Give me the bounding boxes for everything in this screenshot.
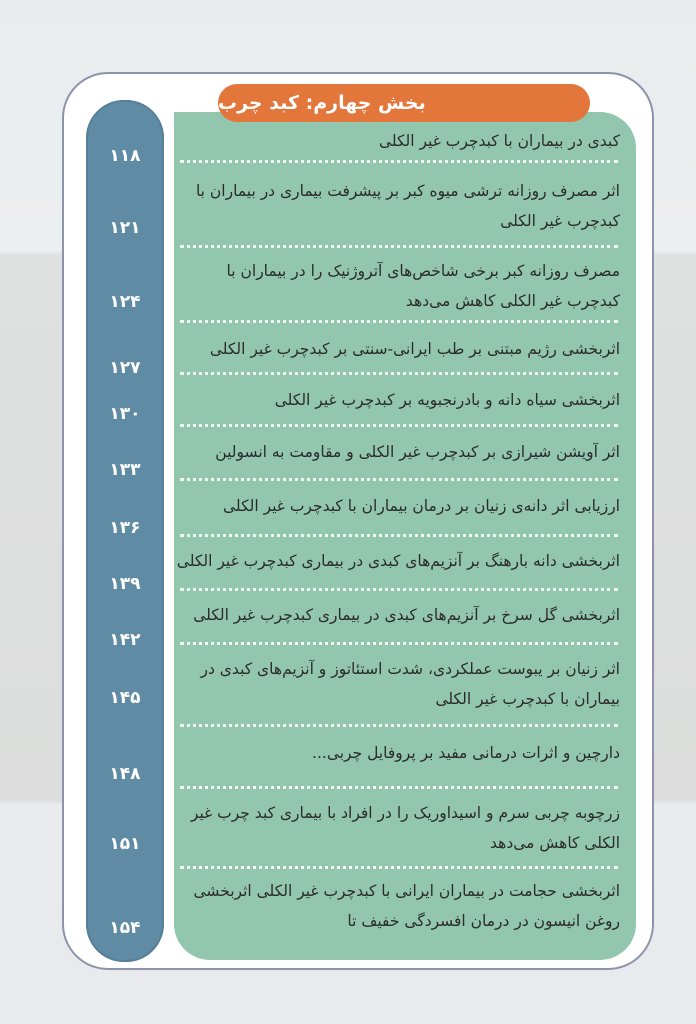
toc-entry-9[interactable]: اثربخشی گل سرخ بر آنزیم‌های کبدی در بیماری کبدچرب غیر الکلی <box>193 606 620 624</box>
toc-entry-4[interactable]: اثربخشی رژیم مبتنی بر طب ایرانی-سنتی بر کبدچرب غیر الکلی <box>209 340 620 358</box>
divider <box>180 478 618 481</box>
toc-entry-3[interactable]: مصرف روزانه کبر برخی شاخص‌های آتروژنیک را در بیماران با کبدچرب غیر الکلی کاهش می‌دهد <box>226 262 620 310</box>
toc-entry-1[interactable]: کبدی در بیماران با کبدچرب غیر الکلی <box>378 132 620 150</box>
toc-entry-8[interactable]: اثربخشی دانه بارهنگ بر آنزیم‌های کبدی در بیماری کبدچرب غیر الکلی <box>176 552 620 570</box>
divider <box>180 372 618 375</box>
divider <box>180 534 618 537</box>
toc-entry-13[interactable]: اثربخشی حجامت در بیماران ایرانی با کبدچرب غیر الکلی اثربخشی روغن انیسون در درمان افسردگی خفیف تا <box>193 882 620 930</box>
page-number-11: ۱۴۸ <box>109 764 141 784</box>
divider <box>180 588 618 591</box>
divider <box>180 866 618 869</box>
toc-entry-10[interactable]: اثر زنیان بر یبوست عملکردی، شدت استئاتوز و آنزیم‌های کبدی در بیماران با کبدچرب غیر الکلی <box>200 660 620 708</box>
page-number-1: ۱۱۸ <box>109 146 141 166</box>
page-number-13: ۱۵۴ <box>109 918 141 938</box>
divider <box>180 160 618 163</box>
page-number-6: ۱۳۳ <box>109 460 141 480</box>
section-title-text: بخش چهارم: کبد چرب <box>218 92 426 114</box>
toc-entry-5[interactable]: اثربخشی سیاه دانه و بادرنجبویه بر کبدچرب غیر الکلی <box>274 391 620 409</box>
toc-entry-7[interactable]: ارزیابی اثر دانه‌ی زنیان بر درمان بیماران با کبدچرب غیر الکلی <box>223 497 620 515</box>
page-number-10: ۱۴۵ <box>109 688 141 708</box>
divider <box>180 786 618 789</box>
page-number-2: ۱۲۱ <box>109 218 141 238</box>
page-number-3: ۱۲۴ <box>109 292 141 312</box>
divider <box>180 320 618 323</box>
divider <box>180 642 618 645</box>
toc-entry-12[interactable]: زرچوبه چربی سرم و اسیداوریک را در افراد با بیماری کبد چرب غیر الکلی کاهش می‌دهد <box>190 804 620 852</box>
page-number-4: ۱۲۷ <box>109 358 141 378</box>
page-number-7: ۱۳۶ <box>109 518 141 538</box>
page-number-9: ۱۴۲ <box>109 630 141 650</box>
toc-entry-11[interactable]: دارچین و اثرات درمانی مفید بر پروفایل چربی... <box>312 744 620 762</box>
divider <box>180 424 618 427</box>
divider <box>180 724 618 727</box>
divider <box>180 245 618 248</box>
section-title <box>218 84 590 122</box>
toc-entry-6[interactable]: اثر آویشن شیرازی بر کبدچرب غیر الکلی و مقاومت به انسولین <box>215 443 620 461</box>
page-number-8: ۱۳۹ <box>109 574 141 594</box>
page-number-12: ۱۵۱ <box>109 834 141 854</box>
toc-entry-2[interactable]: اثر مصرف روزانه ترشی میوه کبر بر پیشرفت بیماری در بیماران با کبدچرب غیر الکلی <box>195 182 620 230</box>
page-number-5: ۱۳۰ <box>109 404 141 424</box>
